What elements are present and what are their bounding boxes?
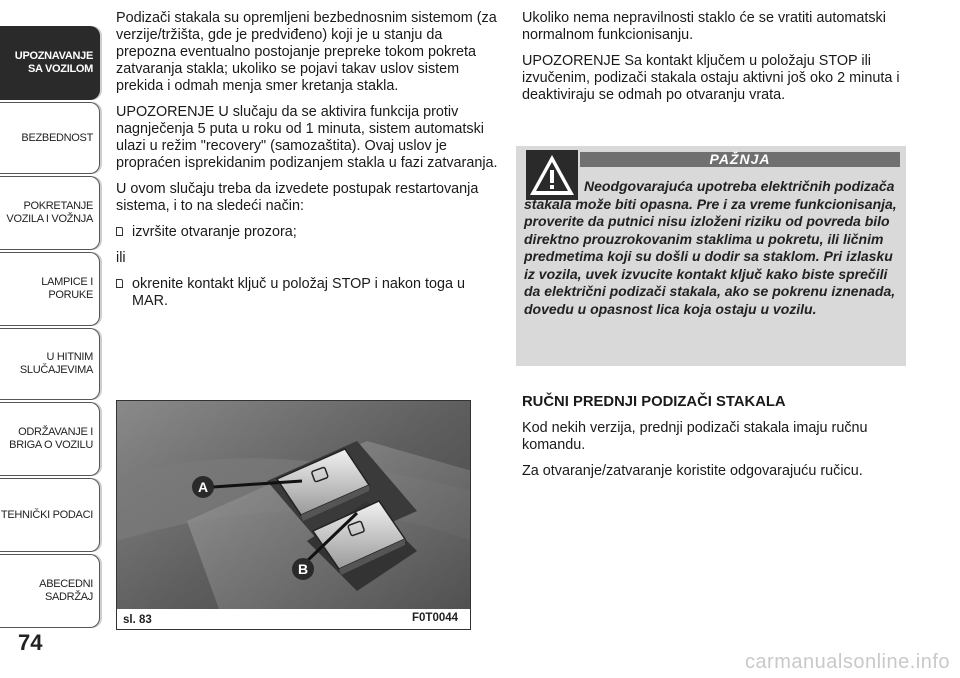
- figure-caption: sl. 83: [123, 614, 152, 626]
- warning-text: Neodgovarajuća upotreba električnih podizača stakala može biti opasna. Pre i za vreme funkcionisanja, proverite da putnici nisu izloženi riziku od povreda bilo direktno prouzrokovanim staklima u pokretu, ili ličnim predmetima koji su došli u dodir sa staklom. Pri izlasku iz vozila, uvek izvucite kontakt ključ kako biste sprečili da električni podizači stakala, ako se pokrenu iznenada, dovedu u opasnost lica koja ostaju u vozilu.: [524, 178, 897, 317]
- right-column-top: [522, 10, 907, 113]
- callout-a-label: A: [197, 479, 209, 495]
- bullet-item: izvršite otvaranje prozora;: [116, 224, 498, 241]
- warning-title: PAŽNJA: [580, 152, 900, 167]
- right-column-bottom: [522, 394, 907, 489]
- paragraph: Za otvaranje/zatvaranje koristite odgovarajuću ručicu.: [522, 463, 863, 479]
- paragraph: UPOZORENJE Sa kontakt ključem u položaju STOP ili izvučenim, podizači stakala ostaju aktivni još oko 2 minuta i deaktiviraju se odmah po otvaranju vrata.: [522, 53, 900, 103]
- paragraph-or: ili: [116, 250, 126, 266]
- tab-label: U HITNIM SLUČAJEVIMA: [19, 351, 93, 376]
- figure-code: F0T0044: [412, 612, 459, 624]
- paragraph: Kod nekih verzija, prednji podizači stakala imaju ručnu komandu.: [522, 420, 868, 453]
- tab-label: UPOZNAVANJE SA VOZILOM: [14, 50, 93, 75]
- tab-label: POKRETANJE VOZILA I VOŽNJA: [6, 200, 93, 225]
- tab-label: TEHNIČKI PODACI: [0, 508, 93, 521]
- left-column: [116, 10, 498, 319]
- paragraph: Ukoliko nema nepravilnosti staklo će se vratiti automatski normalnom funkcionisanju.: [522, 10, 886, 43]
- tab-label: BEZBEDNOST: [21, 131, 93, 144]
- tab-pokretanje[interactable]: [0, 176, 100, 250]
- figure-illustration: [117, 401, 471, 630]
- watermark-site: carmanualsonline.info: [744, 651, 950, 673]
- section-heading: RUČNI PREDNJI PODIZAČI STAKALA: [522, 394, 786, 410]
- tab-lampice[interactable]: [0, 252, 100, 326]
- tab-label: LAMPICE I PORUKE: [41, 276, 93, 301]
- tab-label: ABECEDNI SADRŽAJ: [39, 578, 93, 603]
- tab-tehnicki[interactable]: [0, 478, 100, 552]
- tab-hitni[interactable]: [0, 328, 100, 400]
- tab-bezbednost[interactable]: [0, 102, 100, 174]
- figure-window-switches: [116, 400, 471, 630]
- paragraph: U ovom slučaju treba da izvedete postupak restartovanja sistema, i to na sledeći način:: [116, 181, 479, 214]
- paragraph: UPOZORENJE U slučaju da se aktivira funkcija protiv nagnječenja 5 puta u roku od 1 minuta, sistem automatski ulazi u režim "recovery" (samozaštita). Ovaj uslov je propraćen isprekidanim podizanjem stakla u fazi zatvaranja.: [116, 104, 498, 171]
- bullet-item: okrenite kontakt ključ u položaj STOP i nakon toga u MAR.: [116, 276, 498, 310]
- tab-odrzavanje[interactable]: [0, 402, 100, 476]
- callout-b-label: B: [297, 561, 309, 577]
- warning-box: [516, 146, 906, 366]
- page-number: 74: [18, 630, 43, 655]
- tab-label: ODRŽAVANJE I BRIGA O VOZILU: [9, 426, 93, 451]
- tab-abecedni[interactable]: [0, 554, 100, 628]
- paragraph: Podizači stakala su opremljeni bezbednosnim sistemom (za verzije/tržišta, gde je predviđeno) koji je u stanju da prepozna eventualno postojanje prepreke tokom pokreta zatvaranja stakla; ukoliko se pojavi takav uslov sistem prekida i odmah menja smer kretanja stakla.: [116, 10, 497, 94]
- tab-upoznavanje[interactable]: [0, 26, 100, 100]
